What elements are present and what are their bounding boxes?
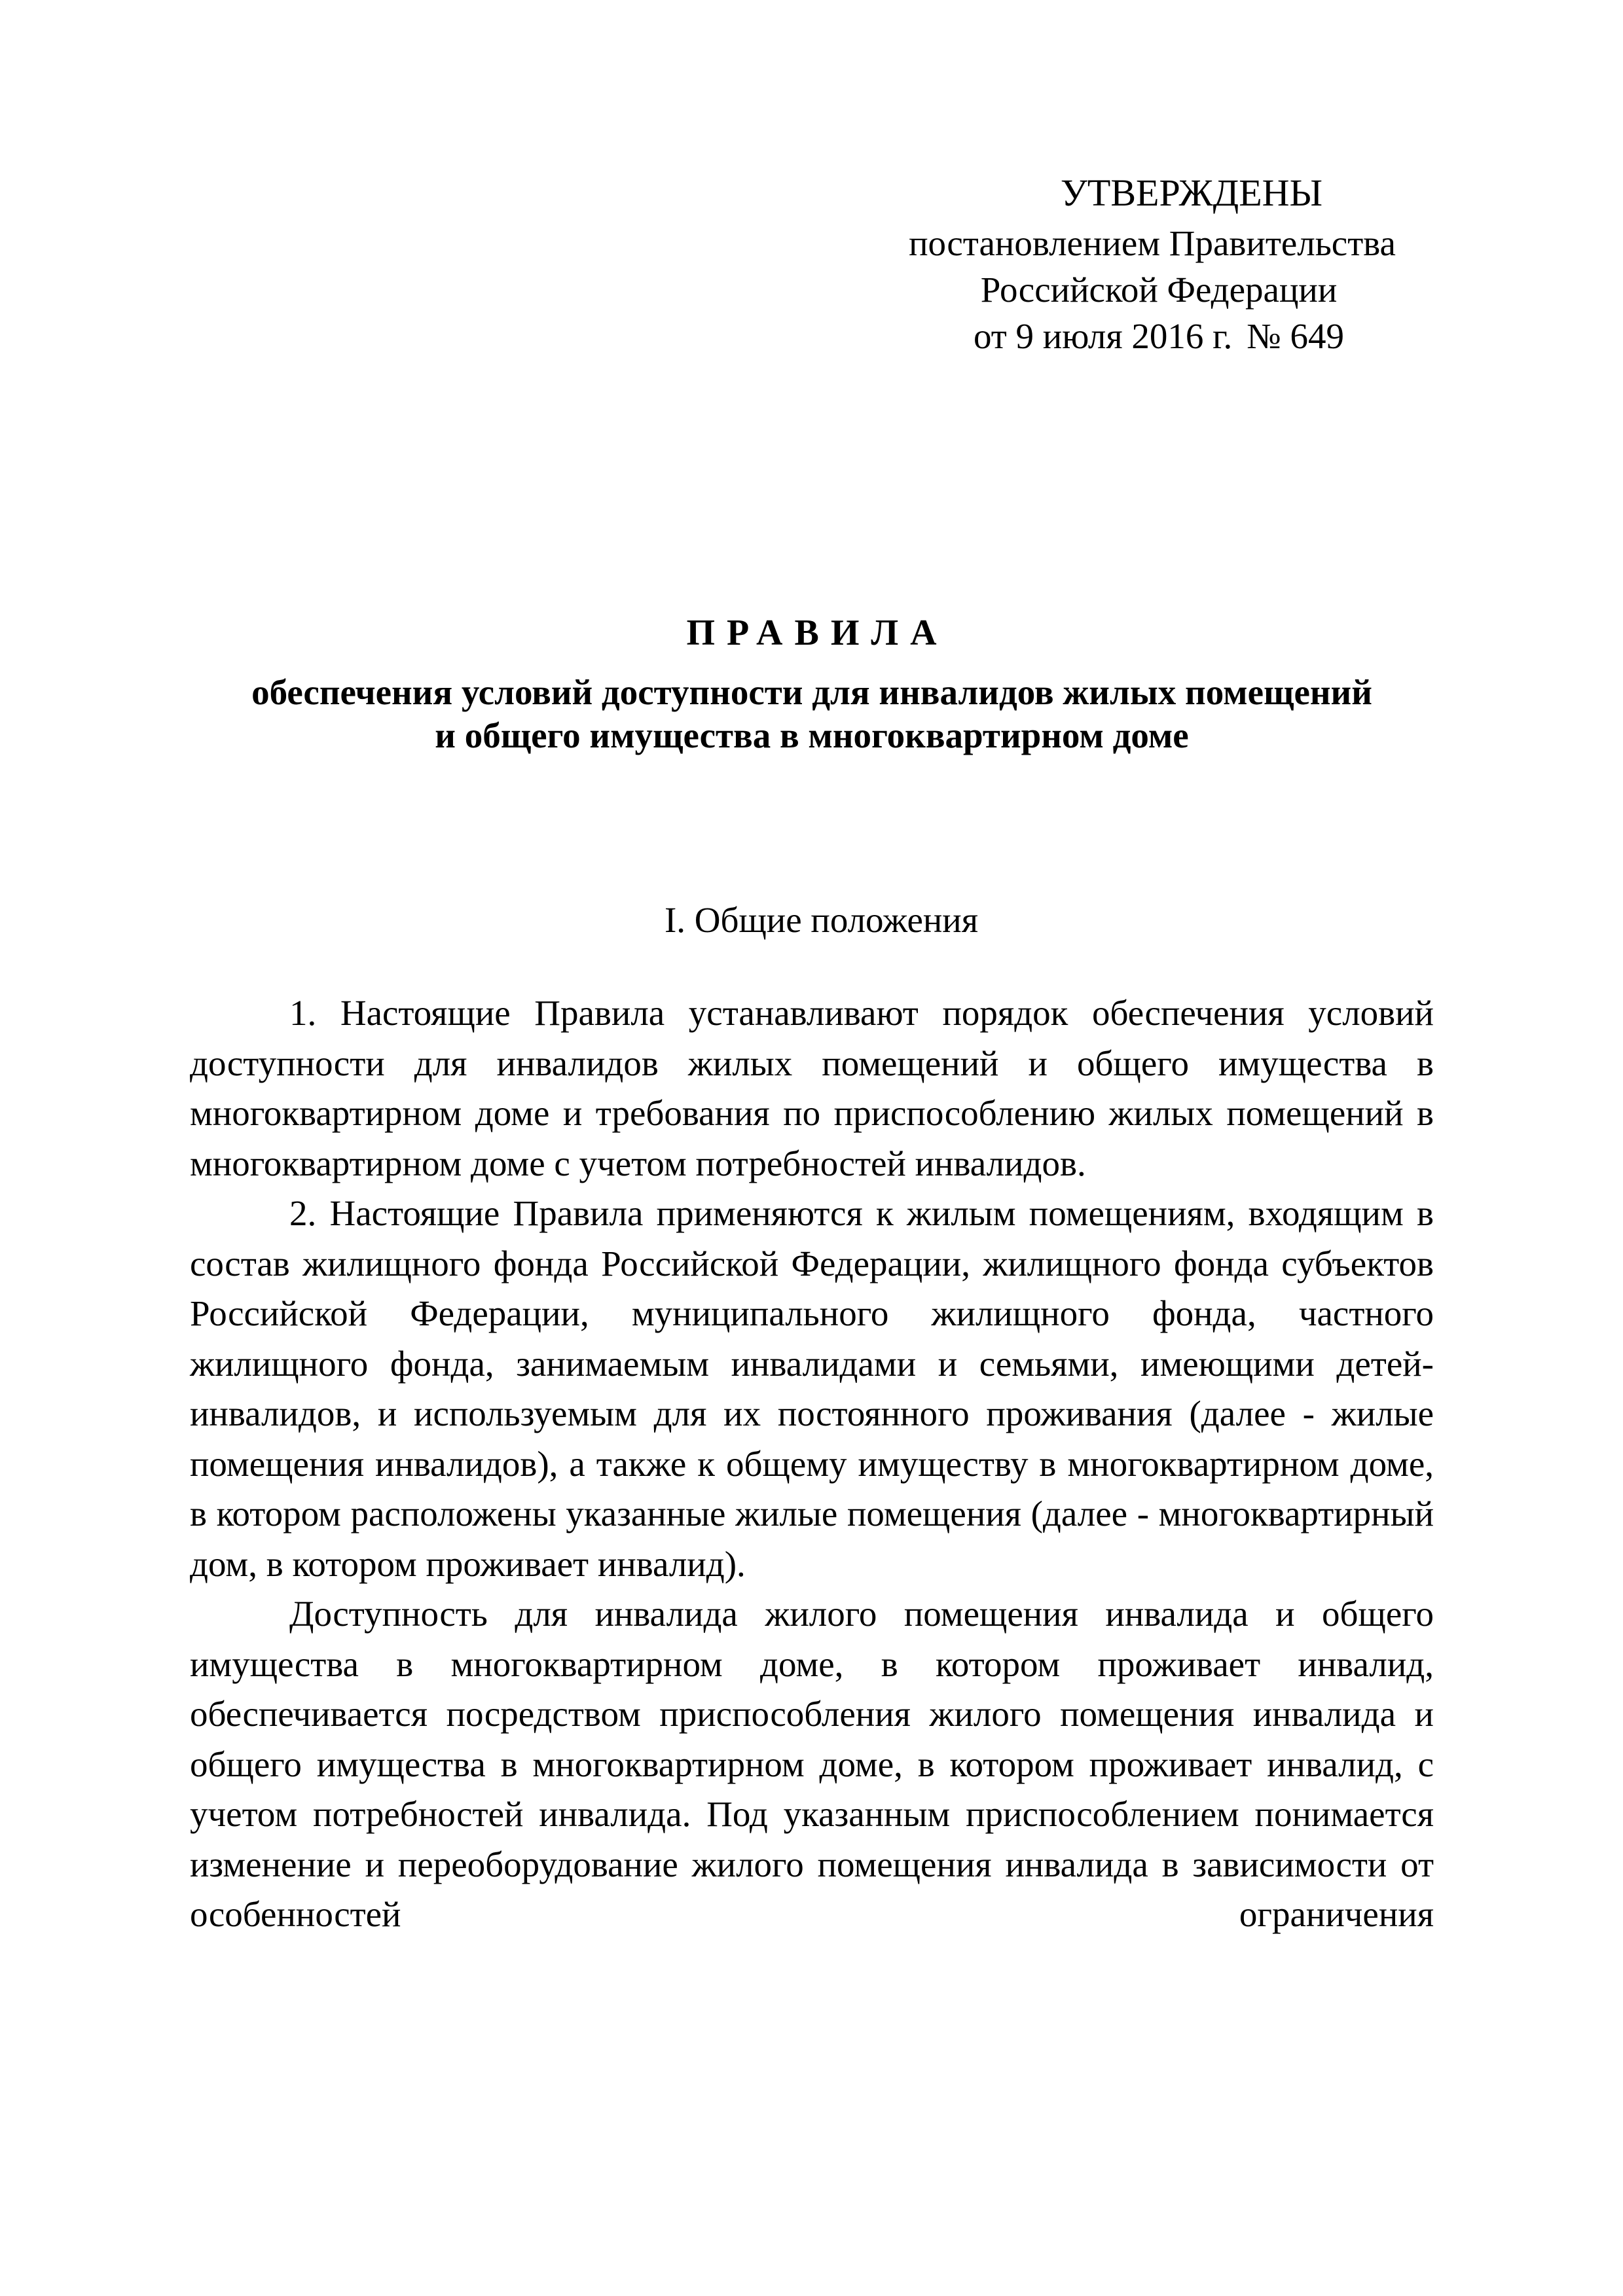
approval-number: № 649 xyxy=(1247,316,1345,356)
paragraph-3: Доступность для инвалида жилого помещения инвалида и общего имущества в многоквартирном доме, в котором проживает инвалид, обеспечивается посредством приспособления жилого помещения инвалида и общего имущества в многоквартирном доме, в котором проживает инвалид, с учетом потребностей инвалида. Под указанным приспособлением понимается изменение и переоборудование жилого помещения инвалида в зависимости от особенностей ограничения xyxy=(190,1594,1434,1934)
approval-stamp xyxy=(838,169,1467,359)
paragraph-2: 2. Настоящие Правила применяются к жилым помещениям, входящим в состав жилищного фонда Российской Федерации, жилищного фонда субъектов Российской Федерации, муниципального жилищного фонда, частного жилищного фонда, занимаемым инвалидами и семьями, имеющими детей-инвалидов, и используемым для их постоянного проживания (далее - жилые помещения инвалидов), а также к общему имуществу в многоквартирном доме, в котором расположены указанные жилые помещения (далее - многоквартирный дом, в котором проживает инвалид). xyxy=(190,1193,1434,1584)
paragraph-1: 1. Настоящие Правила устанавливают порядок обеспечения условий доступности для инвалидов жилых помещений и общего имущества в многоквартирном доме и требования по приспособлению жилых помещений в многоквартирном доме с учетом потребностей инвалидов. xyxy=(190,993,1434,1183)
document-subtitle-line-2: и общего имущества в многоквартирном доме xyxy=(435,715,1189,755)
document-title: ПРАВИЛА xyxy=(686,613,949,653)
section-body xyxy=(190,988,1434,1940)
approval-line-federation: Российской Федерации xyxy=(980,270,1338,310)
document-subtitle-line-1: обеспечения условий доступности для инвалидов жилых помещений xyxy=(251,672,1372,712)
section-heading: I. Общие положения xyxy=(664,900,979,940)
approval-line-government: постановлением Правительства xyxy=(909,223,1396,263)
approval-line-date xyxy=(851,313,1467,359)
approval-date: от 9 июля 2016 г. xyxy=(973,316,1233,356)
approval-title: УТВЕРЖДЕНЫ xyxy=(1060,171,1323,214)
document-subtitle xyxy=(190,671,1434,757)
